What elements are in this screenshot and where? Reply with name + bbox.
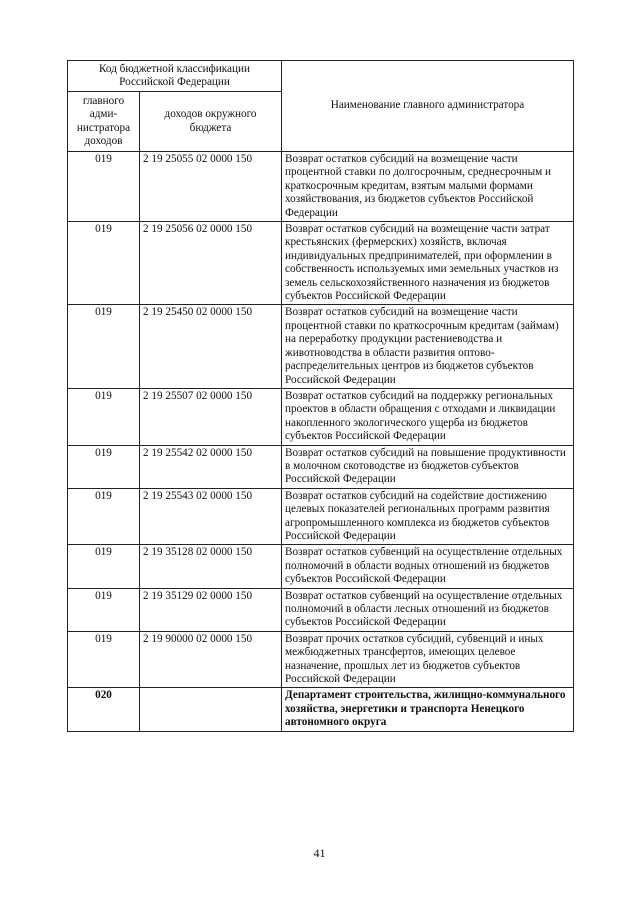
header-group-title: Код бюджетной классификации Российской Федерации — [68, 61, 282, 92]
admin-name-cell: Возврат остатков субвенций на осуществление отдельных полномочий в области водных отношений из бюджетов субъектов Российской Федерации — [282, 545, 574, 588]
admin-name-cell: Департамент строительства, жилищно-коммунального хозяйства, энергетики и транспорта Ненецкого автономного округа — [282, 688, 574, 731]
header-admin-name: Наименование главного администратора — [282, 61, 574, 152]
income-code-cell — [140, 688, 282, 731]
admin-code-cell: 019 — [68, 631, 140, 688]
admin-code-cell: 019 — [68, 488, 140, 545]
header-chief-admin-code: главного адми-нистратора доходов — [68, 92, 140, 152]
admin-name-cell: Возврат остатков субсидий на возмещение части затрат крестьянских (фермерских) хозяйств, включая индивидуальных предпринимателей, при оформлении в собственность используемых ими земельных участков из земель сельскохозяйственного назначения из бюджетов субъектов Российской Федерации — [282, 222, 574, 305]
table-row — [68, 388, 574, 445]
table-row — [68, 488, 574, 545]
admin-code-cell: 019 — [68, 152, 140, 222]
page-number: 41 — [313, 846, 326, 860]
admin-name-cell: Возврат остатков субсидий на повышение продуктивности в молочном скотоводстве из бюджетов субъектов Российской Федерации — [282, 445, 574, 488]
admin-name-cell: Возврат остатков субсидий на возмещение части процентной ставки по краткосрочным кредитам (займам) на переработку продукции растениеводства и животноводства в области развития оптово-распределительных центров из бюджетов субъектов Российской Федерации — [282, 305, 574, 388]
admin-name-cell: Возврат остатков субсидий на содействие достижению целевых показателей региональных программ развития агропромышленного комплекса из бюджетов субъектов Российской Федерации — [282, 488, 574, 545]
income-code-cell: 2 19 90000 02 0000 150 — [140, 631, 282, 688]
income-code-cell: 2 19 25055 02 0000 150 — [140, 152, 282, 222]
income-code-cell: 2 19 35128 02 0000 150 — [140, 545, 282, 588]
admin-code-cell: 019 — [68, 545, 140, 588]
income-code-cell: 2 19 25450 02 0000 150 — [140, 305, 282, 388]
income-code-cell: 2 19 25056 02 0000 150 — [140, 222, 282, 305]
table-row — [68, 545, 574, 588]
admin-code-cell: 019 — [68, 388, 140, 445]
table-row — [68, 222, 574, 305]
table-header — [68, 61, 574, 152]
income-code-cell: 2 19 25542 02 0000 150 — [140, 445, 282, 488]
admin-code-cell: 019 — [68, 588, 140, 631]
table-row — [68, 588, 574, 631]
income-code-cell: 2 19 25507 02 0000 150 — [140, 388, 282, 445]
admin-code-cell: 019 — [68, 445, 140, 488]
admin-name-cell: Возврат прочих остатков субсидий, субвенций и иных межбюджетных трансфертов, имеющих целевое назначение, прошлых лет из бюджетов субъектов Российской Федерации — [282, 631, 574, 688]
table-row — [68, 445, 574, 488]
admin-code-cell: 020 — [68, 688, 140, 731]
table-body — [68, 152, 574, 732]
income-code-cell: 2 19 35129 02 0000 150 — [140, 588, 282, 631]
table-row — [68, 631, 574, 688]
header-district-income-code: доходов окружного бюджета — [140, 92, 282, 152]
admin-code-cell: 019 — [68, 222, 140, 305]
admin-name-cell: Возврат остатков субсидий на возмещение части процентной ставки по долгосрочным, среднесрочным и краткосрочным кредитам, взятым малыми формами хозяйствования, из бюджетов субъектов Российской Федерации — [282, 152, 574, 222]
admin-code-cell: 019 — [68, 305, 140, 388]
budget-classification-table — [67, 60, 574, 732]
table-row — [68, 152, 574, 222]
table-row — [68, 305, 574, 388]
admin-name-cell: Возврат остатков субвенций на осуществление отдельных полномочий в области лесных отношений из бюджетов субъектов Российской Федерации — [282, 588, 574, 631]
admin-name-cell: Возврат остатков субсидий на поддержку региональных проектов в области обращения с отходами и ликвидации накопленного экологического ущерба из бюджетов субъектов Российской Федерации — [282, 388, 574, 445]
table-row — [68, 688, 574, 731]
income-code-cell: 2 19 25543 02 0000 150 — [140, 488, 282, 545]
